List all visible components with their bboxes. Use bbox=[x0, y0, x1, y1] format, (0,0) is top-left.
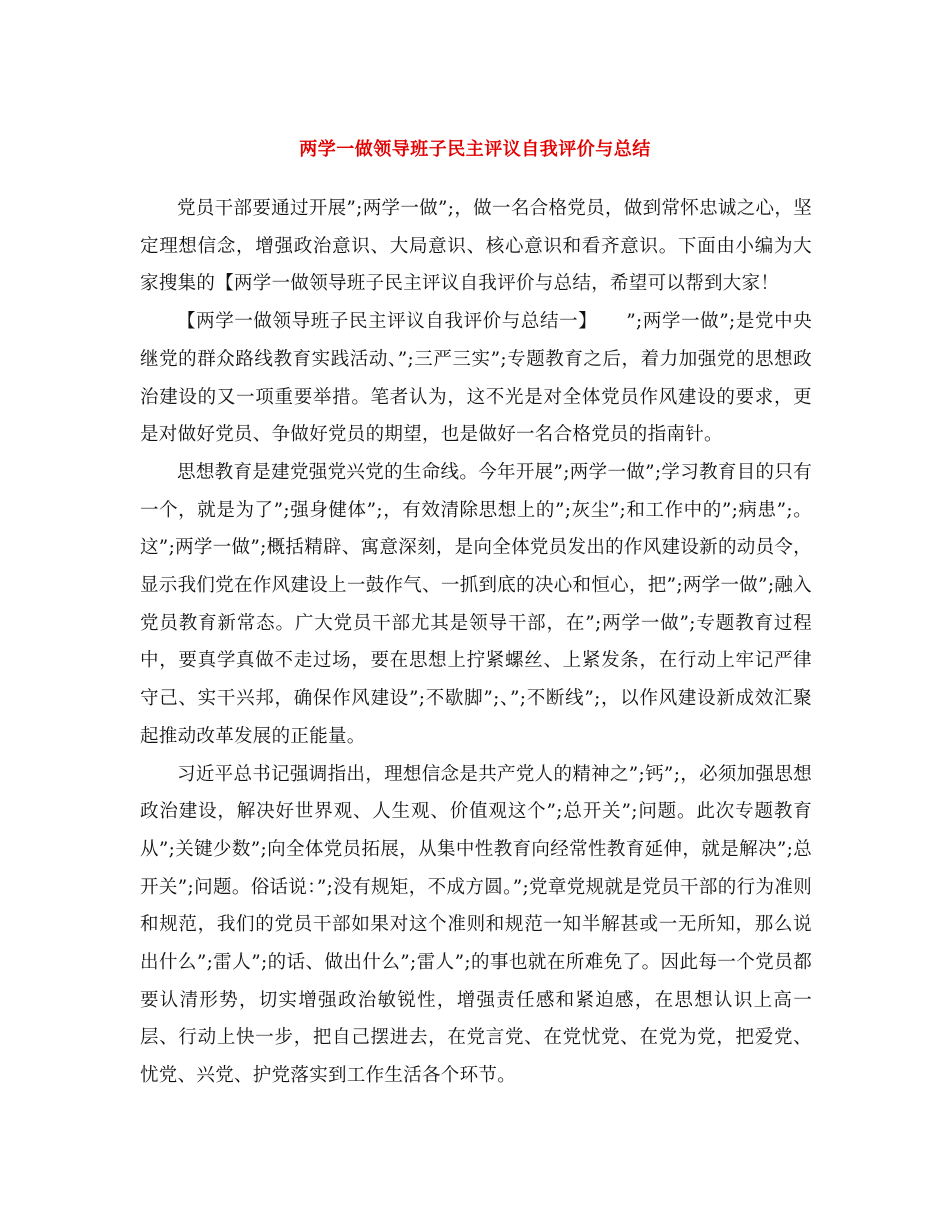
document-title: 两学一做领导班子民主评议自我评价与总结 bbox=[299, 139, 651, 160]
paragraph-ideals-and-beliefs: 习近平总书记强调指出，理想信念是共产党人的精神之”;钙”;，必须加强思想政治建设，解决好世界观、人生观、价值观这个”;总开关”;问题。此次专题教育从”;关键少数”;向全体党员拓展，从集中性教育向经常性教育延伸，就是解决”;总开关”;问题。俗话说：”;没有规矩，不成方圆。”;党章党规就是党员干部的行为准则和规范，我们的党员干部如果对这个准则和规范一知半解甚或一无所知，那么说出什么”;雷人”;的话、做出什么”;雷人”;的事也就在所难免了。因此每一个党员都要认清形势，切实增强政治敏锐性，增强责任感和紧迫感，在思想认识上高一层、行动上快一步，把自己摆进去，在党言党、在党忧党、在党为党，把爱党、忧党、兴党、护党落实到工作生活各个环节。 bbox=[140, 763, 812, 1087]
document-body bbox=[140, 190, 812, 1095]
paragraph-section-one: 【两学一做领导班子民主评议自我评价与总结一】 ”;两学一做”;是党中央继党的群众路线教育实践活动、”;三严三实”;专题教育之后，着力加强党的思想政治建设的又一项重要举措。笔者认为，这不光是对全体党员作风建设的要求，更是对做好党员、争做好党员的期望，也是做好一名合格党员的指南针。 bbox=[140, 311, 812, 446]
paragraph-intro: 党员干部要通过开展”;两学一做”;，做一名合格党员，做到常怀忠诚之心，坚定理想信念，增强政治意识、大局意识、核心意识和看齐意识。下面由小编为大家搜集的【两学一做领导班子民主评议自我评价与总结，希望可以帮到大家！ bbox=[140, 198, 812, 295]
paragraph-ideological-education: 思想教育是建党强党兴党的生命线。今年开展”;两学一做”;学习教育目的只有一个，就是为了”;强身健体”;，有效清除思想上的”;灰尘”;和工作中的”;病患”;。这”;两学一做”;概括精辟、寓意深刻，是向全体党员发出的作风建设新的动员令，显示我们党在作风建设上一鼓作气、一抓到底的决心和恒心，把”;两学一做”;融入党员教育新常态。广大党员干部尤其是领导干部，在”;两学一做”;专题教育过程中，要真学真做不走过场，要在思想上拧紧螺丝、上紧发条，在行动上牢记严律守己、实干兴邦，确保作风建设”;不歇脚”;、”;不断线”;，以作风建设新成效汇聚起推动改革发展的正能量。 bbox=[140, 461, 812, 747]
